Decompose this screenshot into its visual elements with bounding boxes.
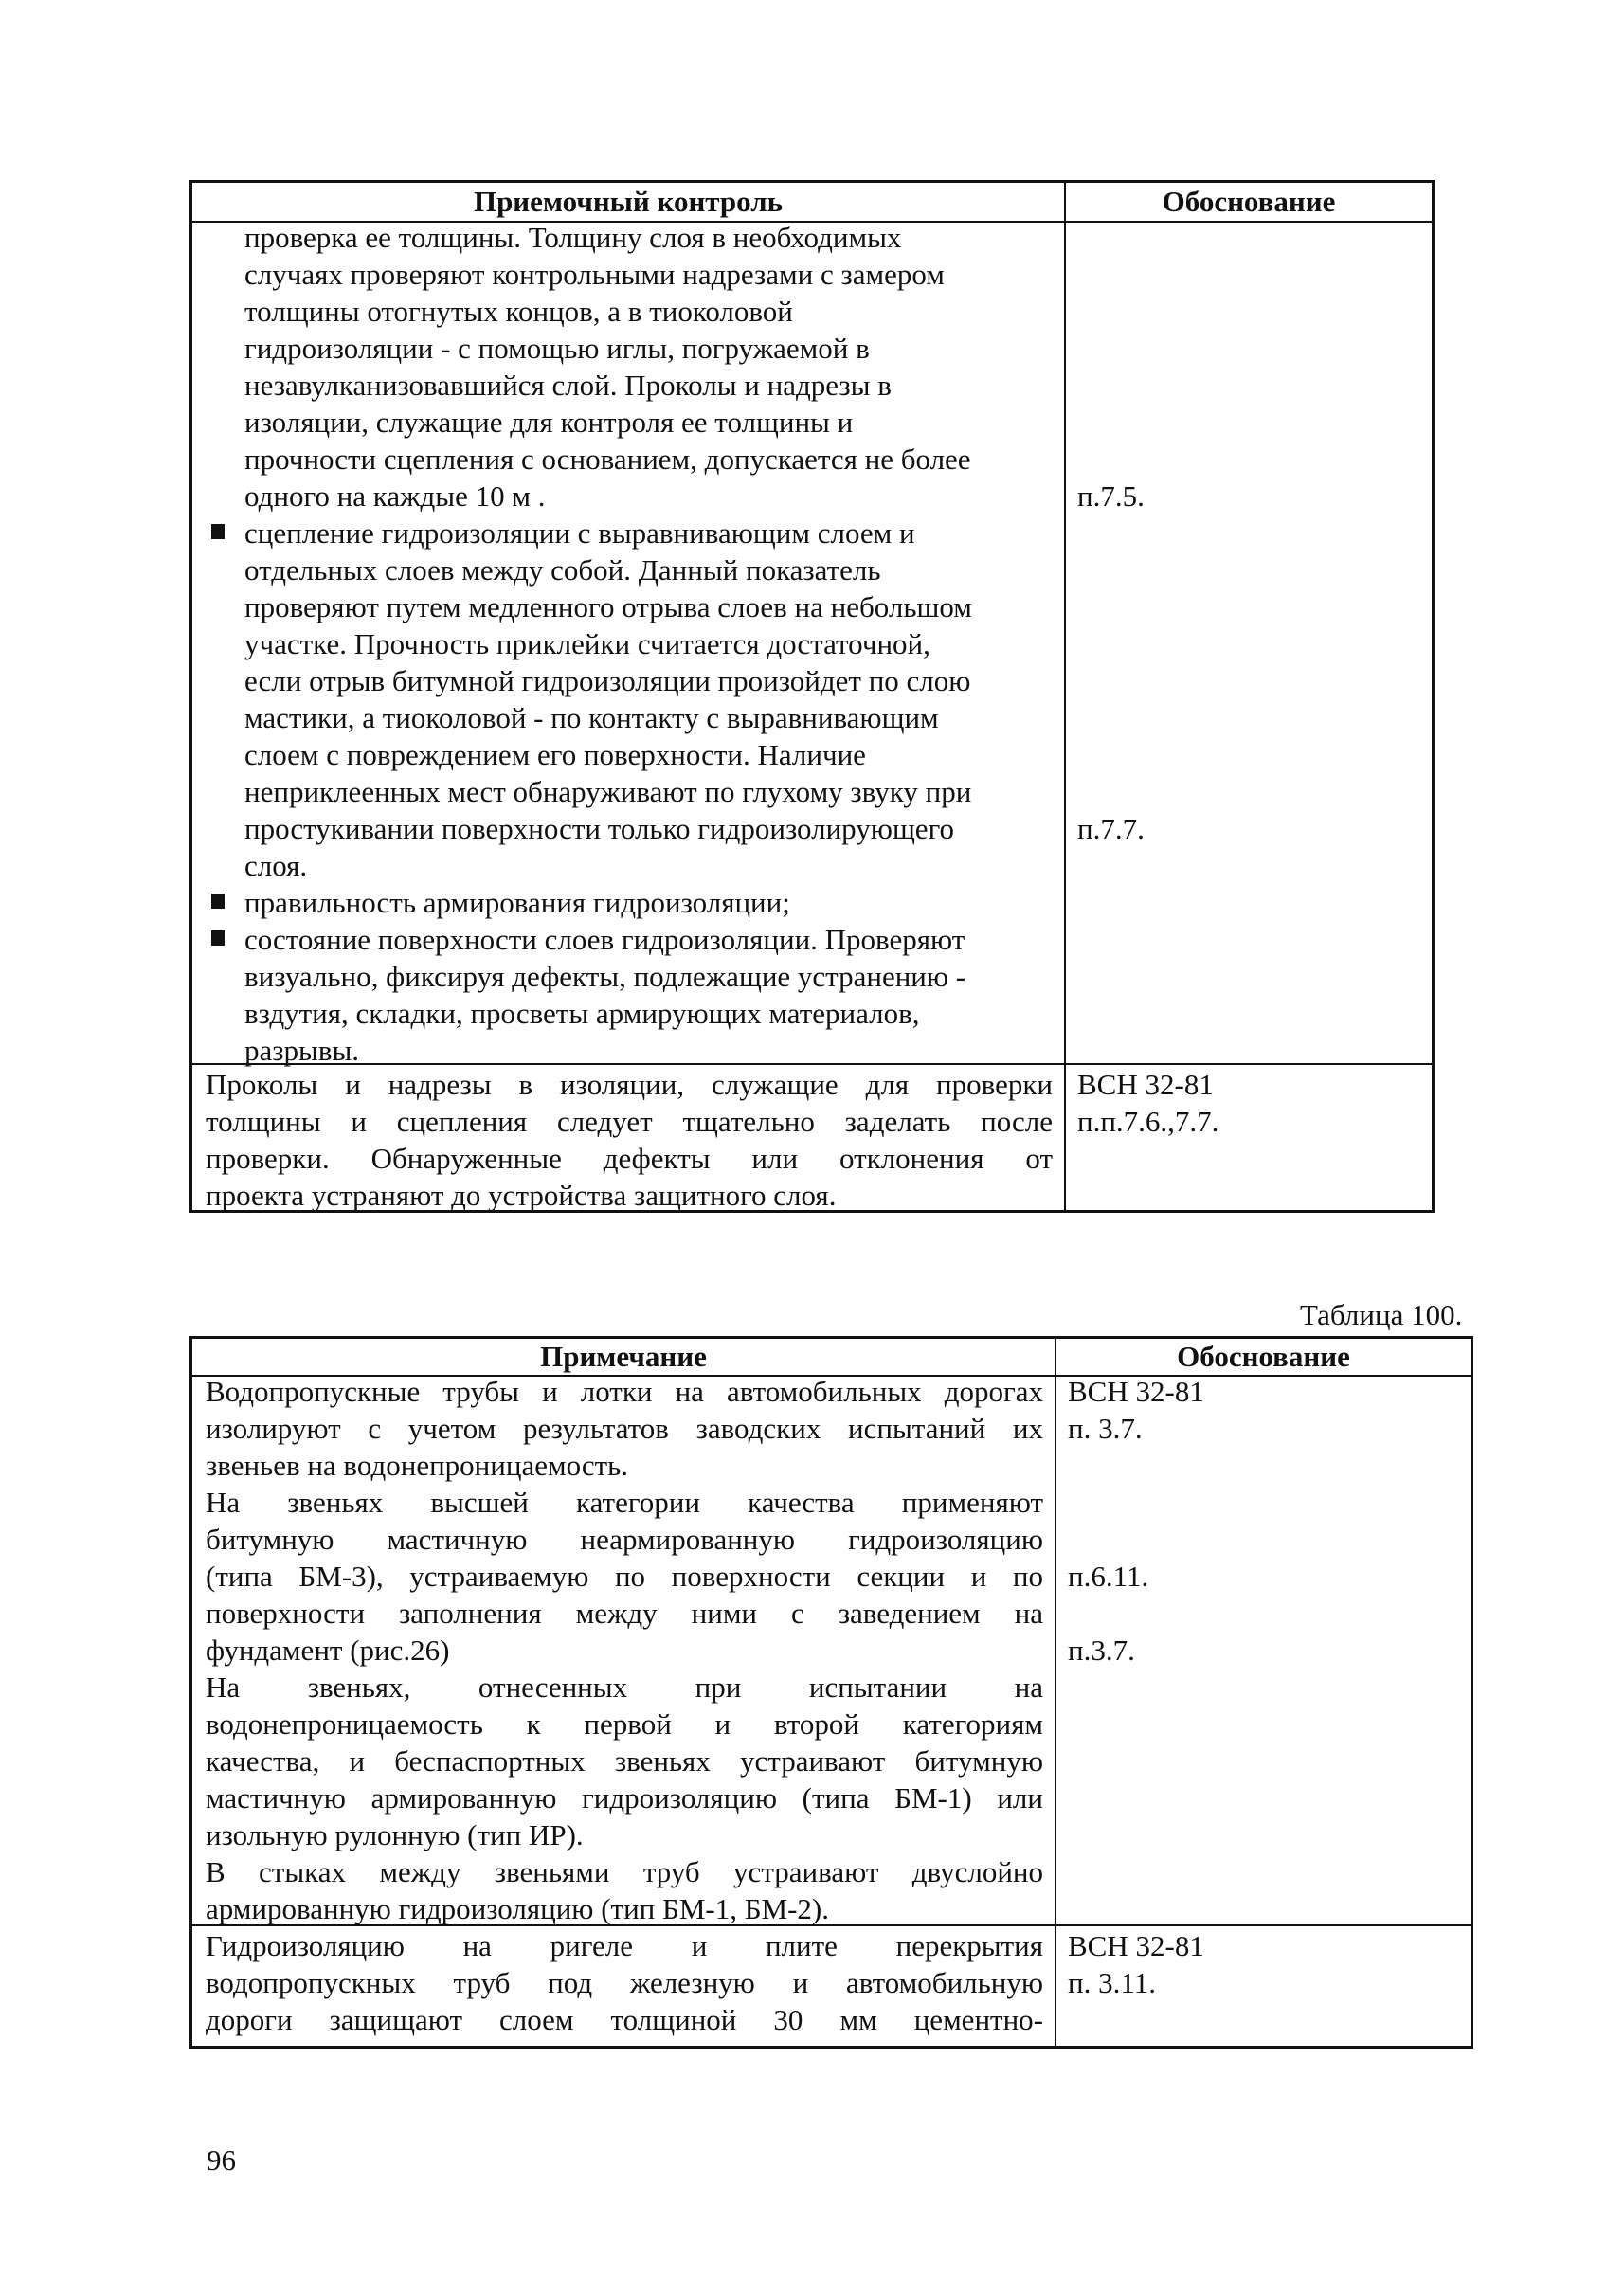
text-line: дороги защищают слоем толщиной 30 мм цементно- [206, 2003, 1043, 2036]
text-line: проекта устраняют до устройства защитного слоя. [206, 1179, 837, 1212]
text-line: если отрыв битумной гидроизоляции произойдет по слою [244, 664, 971, 697]
text-line: незавулканизовавшийся слой. Проколы и надрезы в [244, 369, 892, 402]
page-number: 96 [207, 2143, 236, 2176]
text-line: изоляции, служащие для контроля ее толщины и [244, 406, 854, 439]
reference-cell: ВСН 32-81 [1077, 1068, 1214, 1101]
text-line: правильность армирования гидроизоляции; [244, 886, 790, 919]
table-header-note: Примечание [192, 1339, 1055, 1377]
text-line: водопропускных труб под железную и автомобильную [206, 1966, 1043, 1999]
row-divider [192, 1063, 1432, 1065]
text-line: вздутия, складки, просветы армирующих материалов, [244, 997, 920, 1030]
text-line: В стыках между звеньями труб устраивают двуслойно [206, 1855, 1043, 1888]
text-line: Проколы и надрезы в изоляции, служащие для проверки [206, 1068, 1053, 1101]
text-line: толщины отогнутых концов, а в тиоколовой [244, 295, 793, 328]
text-line: мастичную армированную гидроизоляцию (типа БМ-1) или [206, 1781, 1043, 1815]
text-line: отдельных слоев между собой. Данный показатель [244, 553, 881, 587]
table-caption: Таблица 100. [1300, 1298, 1463, 1331]
table-header-justification: Обоснование [1066, 183, 1432, 223]
text-line: Гидроизоляцию на ригеле и плите перекрытия [206, 1929, 1043, 1962]
text-line: На звеньях, отнесенных при испытании на [206, 1670, 1043, 1704]
reference-cell: п.7.5. [1077, 479, 1145, 513]
bullet-marker [211, 930, 225, 946]
text-line: поверхности заполнения между ними с заведением на [206, 1597, 1043, 1630]
text-line: проверяют путем медленного отрыва слоев на небольшом [244, 590, 972, 623]
reference-cell: ВСН 32-81 [1068, 1375, 1204, 1408]
text-line: изолируют с учетом результатов заводских испытаний их [206, 1412, 1043, 1445]
text-line: слоя. [244, 849, 308, 882]
text-line: разрывы. [244, 1034, 360, 1067]
text-line: состояние поверхности слоев гидроизоляции. Проверяют [244, 923, 965, 956]
table-header-justification: Обоснование [1056, 1339, 1471, 1377]
reference-cell: п.6.11. [1068, 1560, 1149, 1593]
notes-table [189, 1336, 1473, 2049]
text-line: проверки. Обнаруженные дефекты или отклонения от [206, 1142, 1053, 1175]
text-line: Водопропускные трубы и лотки на автомобильных дорогах [206, 1375, 1043, 1408]
reference-cell: п. 3.7. [1068, 1412, 1143, 1445]
text-line: (типа БМ-3), устраиваемую по поверхности секции и по [206, 1560, 1043, 1593]
acceptance-control-table [189, 180, 1435, 1213]
text-line: случаях проверяют контрольными надрезами с замером [244, 258, 945, 291]
text-line: водонепроницаемость к первой и второй категориям [206, 1707, 1043, 1741]
text-line: фундамент (рис.26) [206, 1634, 450, 1667]
text-line: слоем с повреждением его поверхности. Наличие [244, 738, 866, 771]
text-line: мастики, а тиоколовой - по контакту с выравнивающим [244, 701, 939, 734]
text-line: визуально, фиксируя дефекты, подлежащие устранению - [244, 960, 966, 993]
text-line: На звеньях высшей категории качества применяют [206, 1486, 1043, 1519]
bullet-marker [211, 894, 225, 909]
column-divider [1055, 1339, 1056, 2046]
text-line: простукивании поверхности только гидроизолирующего [244, 812, 955, 845]
text-line: толщины и сцепления следует тщательно заделать после [206, 1105, 1053, 1138]
column-divider [1064, 183, 1066, 1210]
text-line: качества, и беспаспортных звеньях устраивают битумную [206, 1744, 1043, 1778]
reference-cell: п.3.7. [1068, 1634, 1135, 1667]
table-header-acceptance-control: Приемочный контроль [192, 183, 1064, 223]
reference-cell: п. 3.11. [1068, 1966, 1156, 1999]
text-line: звеньев на водонепроницаемость. [206, 1449, 629, 1482]
reference-cell: ВСН 32-81 [1068, 1929, 1204, 1962]
text-line: участке. Прочность приклейки считается достаточной, [244, 627, 930, 660]
text-line: прочности сцепления с основанием, допускается не более [244, 442, 971, 476]
text-line: одного на каждые 10 м . [244, 479, 546, 513]
reference-cell: п.7.7. [1077, 812, 1145, 845]
text-line: битумную мастичную неармированную гидроизоляцию [206, 1523, 1043, 1556]
text-line: гидроизоляции - с помощью иглы, погружаемой в [244, 332, 870, 365]
text-line: неприклеенных мест обнаруживают по глухому звуку при [244, 775, 972, 808]
text-line: сцепление гидроизоляции с выравнивающим слоем и [244, 516, 915, 550]
bullet-marker [211, 524, 225, 539]
text-line: изольную рулонную (тип ИР). [206, 1818, 584, 1851]
text-line: проверка ее толщины. Толщину слоя в необходимых [244, 221, 902, 254]
text-line: армированную гидроизоляцию (тип БМ-1, БМ-2). [206, 1892, 829, 1925]
reference-cell: п.п.7.6.,7.7. [1077, 1105, 1219, 1138]
